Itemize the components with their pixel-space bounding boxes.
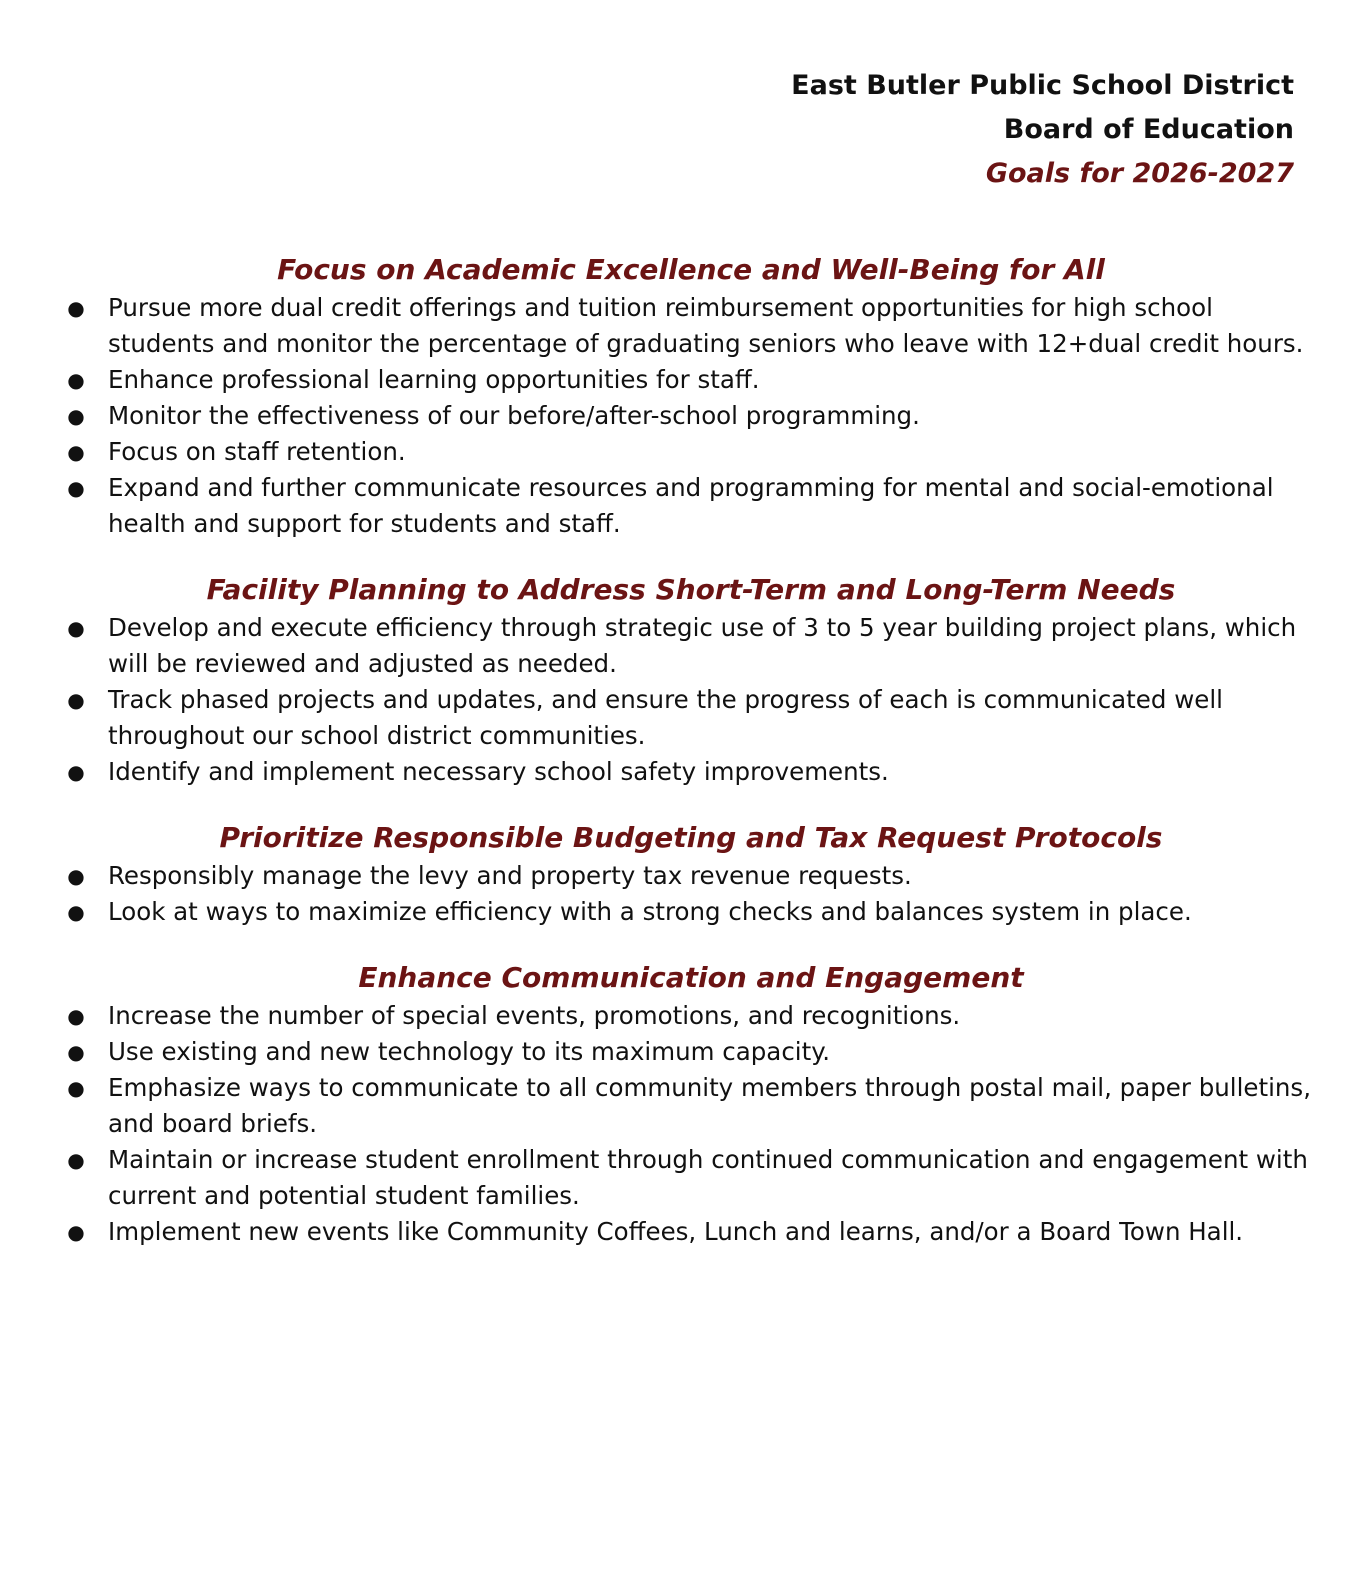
list-item (66, 362, 1316, 398)
bullet-icon: ● (67, 760, 85, 784)
board-name: Board of Education (1003, 114, 1294, 145)
section-budgeting (66, 818, 1316, 930)
document-header (791, 64, 1294, 196)
section-title: Facility Planning to Address Short-Term and Long-Term Needs (206, 573, 1176, 606)
bullet-icon: ● (67, 476, 85, 500)
district-name: East Butler Public School District (791, 70, 1294, 101)
list-item-text: Identify and implement necessary school safety improvements. (108, 757, 889, 786)
list-item-text: Enhance professional learning opportunities for staff. (108, 365, 760, 394)
bullet-icon: ● (67, 296, 85, 320)
goals-list (66, 290, 1316, 542)
list-item (66, 894, 1316, 930)
bullet-icon: ● (67, 900, 85, 924)
bullet-icon: ● (67, 616, 85, 640)
bullet-icon: ● (67, 1148, 85, 1172)
section-academic-excellence (66, 250, 1316, 542)
list-item-text: Maintain or increase student enrollment through continued communication and engagement with current and potential student families. (108, 1145, 1308, 1210)
goals-content (66, 250, 1316, 1278)
list-item (66, 398, 1316, 434)
bullet-icon: ● (67, 864, 85, 888)
list-item (66, 754, 1316, 790)
list-item (66, 998, 1316, 1034)
list-item-text: Monitor the effectiveness of our before/after-school programming. (108, 401, 920, 430)
list-item-text: Use existing and new technology to its maximum capacity. (108, 1037, 830, 1066)
bullet-icon: ● (67, 1040, 85, 1064)
list-item (66, 470, 1316, 542)
list-item (66, 290, 1316, 362)
bullet-icon: ● (67, 440, 85, 464)
list-item (66, 1214, 1316, 1250)
goals-list (66, 858, 1316, 930)
list-item-text: Develop and execute efficiency through strategic use of 3 to 5 year building project plans, which will be reviewed and adjusted as needed. (108, 613, 1297, 678)
section-communication (66, 958, 1316, 1250)
bullet-icon: ● (67, 1076, 85, 1100)
list-item-text: Look at ways to maximize efficiency with a strong checks and balances system in place. (108, 897, 1192, 926)
goals-title: Goals for 2026-2027 (985, 158, 1294, 189)
list-item (66, 1142, 1316, 1214)
goals-list (66, 610, 1316, 790)
list-item-text: Focus on staff retention. (108, 437, 406, 466)
list-item-text: Emphasize ways to communicate to all community members through postal mail, paper bulletins, and board briefs. (108, 1073, 1311, 1138)
section-title: Focus on Academic Excellence and Well-Being for All (277, 253, 1105, 286)
list-item-text: Implement new events like Community Coffees, Lunch and learns, and/or a Board Town Hall. (108, 1217, 1244, 1246)
bullet-icon: ● (67, 404, 85, 428)
list-item (66, 858, 1316, 894)
list-item (66, 610, 1316, 682)
bullet-icon: ● (67, 688, 85, 712)
list-item-text: Responsibly manage the levy and property tax revenue requests. (108, 861, 912, 890)
list-item-text: Pursue more dual credit offerings and tuition reimbursement opportunities for high school students and monitor the percentage of graduating seniors who leave with 12+dual credit hours. (108, 293, 1304, 358)
list-item (66, 434, 1316, 470)
list-item (66, 682, 1316, 754)
list-item (66, 1034, 1316, 1070)
bullet-icon: ● (67, 1220, 85, 1244)
bullet-icon: ● (67, 1004, 85, 1028)
section-title: Prioritize Responsible Budgeting and Tax Request Protocols (219, 821, 1163, 854)
list-item (66, 1070, 1316, 1142)
list-item-text: Track phased projects and updates, and ensure the progress of each is communicated well throughout our school district communities. (108, 685, 1223, 750)
bullet-icon: ● (67, 368, 85, 392)
goals-list (66, 998, 1316, 1250)
list-item-text: Expand and further communicate resources and programming for mental and social-emotional health and support for students and staff. (108, 473, 1274, 538)
section-facility-planning (66, 570, 1316, 790)
section-title: Enhance Communication and Engagement (358, 961, 1024, 994)
list-item-text: Increase the number of special events, promotions, and recognitions. (108, 1001, 961, 1030)
